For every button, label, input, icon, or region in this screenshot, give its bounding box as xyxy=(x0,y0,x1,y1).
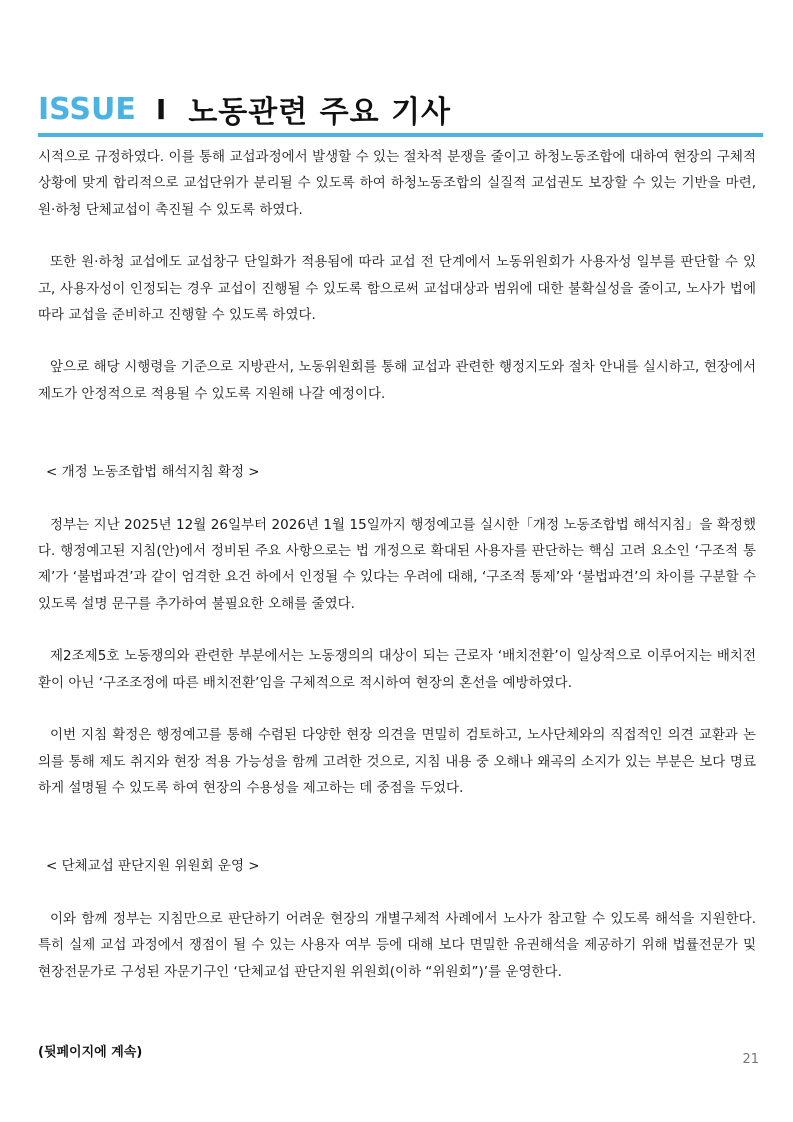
page-title: 노동관련 주요 기사 xyxy=(188,95,452,130)
paragraph-2: 또한 원·하청 교섭에도 교섭창구 단일화가 적용됨에 따라 교섭 전 단계에서 노동위원회가 사용자성 일부를 판단할 수 있고, 사용자성이 인정되는 경우 교섭이 진행될 수 있도록 함으로써 교섭대상과 범위에 대한 불확실성을 줄이고, 노사가 법에 따라 교섭을 준비하고 진행할 수 있도록 하였다. xyxy=(38,254,756,324)
continued-note: (뒷페이지에 계속) xyxy=(38,1045,143,1060)
paragraph-3: 앞으로 해당 시행령을 기준으로 지방관서, 노동위원회를 통해 교섭과 관련한 행정지도와 절차 안내를 실시하고, 현장에서 제도가 안정적으로 적용될 수 있도록 지원해 나갈 예정이다. xyxy=(38,359,756,402)
issue-tag: ISSUE xyxy=(38,91,136,127)
paragraph-5: 제2조제5호 노동쟁의와 관련한 부분에서는 노동쟁의의 대상이 되는 근로자 ‘배치전환’이 일상적으로 이루어지는 배치전환이 아닌 ‘구조조정에 따른 배치전환’임을 구체적으로 적시하여 현장의 혼선을 예방하였다. xyxy=(38,648,756,691)
paragraph-1: 시적으로 규정하였다. 이를 통해 교섭과정에서 발생할 수 있는 절차적 분쟁을 줄이고 하청노동조합에 대하여 현장의 구체적 상황에 맞게 합리적으로 교섭단위가 분리될 수 있도록 하여 하청노동조합의 실질적 교섭권도 보장할 수 있는 기반을 마련, 원·하청 단체교섭이 촉진될 수 있도록 하였다. xyxy=(38,149,756,218)
paragraph-6: 이번 지침 확정은 행정예고를 통해 수렴된 다양한 현장 의견을 면밀히 검토하고, 노사단체와의 직접적인 의견 교환과 논의를 통해 제도 취지와 현장 적용 가능성을 함께 고려한 것으로, 지침 내용 중 오해나 왜곡의 소지가 있는 부분은 보다 명료하게 설명될 수 있도록 하여 현장의 수용성을 제고하는 데 중점을 두었다. xyxy=(38,727,756,796)
section-heading-committee: < 단체교섭 판단지원 위원회 운영 > xyxy=(46,858,260,875)
page-number: 21 xyxy=(742,1052,759,1067)
article-body xyxy=(38,144,756,985)
header-separator: I xyxy=(155,92,167,126)
page-header xyxy=(38,88,451,130)
paragraph-4: 정부는 지난 2025년 12월 26일부터 2026년 1월 15일까지 행정예고를 실시한「개정 노동조합법 해석지침」을 확정했다. 행정예고된 지침(안)에서 정비된 주요 사항으로는 법 개정으로 확대된 사용자를 판단하는 핵심 고려 요소인 ‘구조적 통제’가 ‘불법파견’과 같이 엄격한 요건 하에서 인정될 수 있다는 우려에 대해, ‘구조적 통제’와 ‘불법파견’의 차이를 구분할 수 있도록 설명 문구를 추가하여 불필요한 오해를 줄였다. xyxy=(38,516,756,612)
section-heading-guideline: < 개정 노동조합법 해석지침 확정 > xyxy=(46,464,260,481)
header-divider xyxy=(38,133,763,137)
paragraph-7: 이와 함께 정부는 지침만으로 판단하기 어려운 현장의 개별구체적 사례에서 노사가 참고할 수 있도록 해석을 지원한다. 특히 실제 교섭 과정에서 쟁점이 될 수 있는 사용자 여부 등에 대해 보다 면밀한 유권해석을 제공하기 위해 법률전문가 및 현장전문가로 구성된 자문기구인 ‘단체교섭 판단지원 위원회(이하 “위원회”)’를 운영한다. xyxy=(38,910,756,980)
